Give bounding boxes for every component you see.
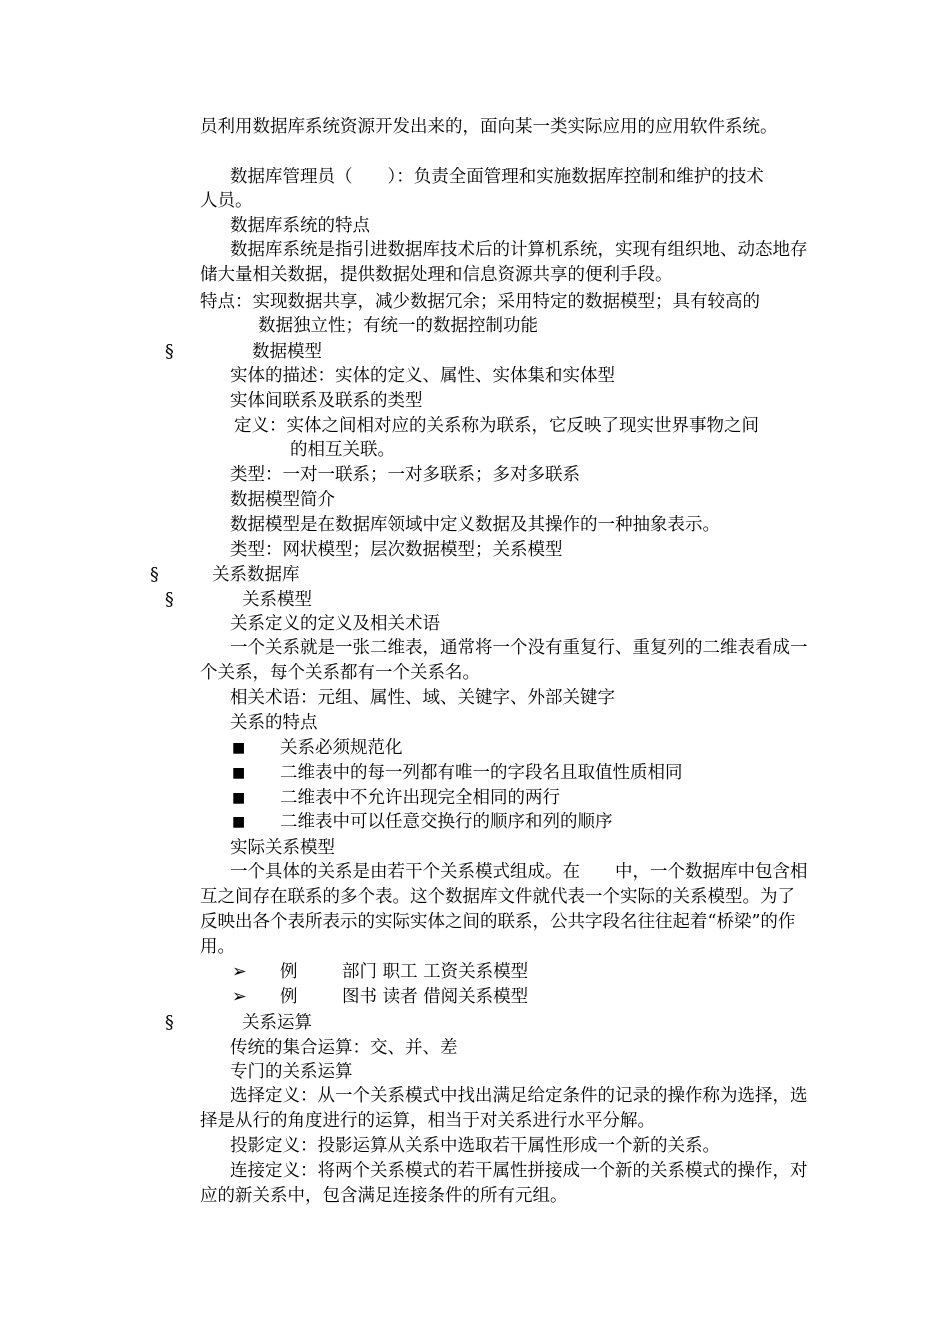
line-entity-relations: 实体间联系及联系的类型: [230, 391, 423, 411]
square-bullet-icon: ■: [232, 740, 246, 756]
example-label: 例: [280, 987, 298, 1007]
section-mark: §: [165, 1013, 174, 1033]
paragraph-dba-line1: 数据库管理员（ ）：负责全面管理和实施数据库控制和维护的技术: [230, 167, 764, 187]
paragraph-selection: 选择定义：从一个关系模式中找出满足给定条件的记录的操作称为选择，选择是从行的角度进行的运算，相当于对关系进行水平分解。: [200, 1086, 808, 1131]
section-data-model: 数据模型: [252, 342, 322, 362]
bullet-item: 二维表中可以任意交换行的顺序和列的顺序: [280, 812, 613, 832]
bullet-item: 二维表中的每一列都有唯一的字段名且取值性质相同: [280, 763, 683, 783]
square-bullet-icon: ■: [232, 790, 246, 806]
line-dm-definition: 数据模型是在数据库领域中定义数据及其操作的一种抽象表示。: [230, 515, 720, 535]
example-item: 部门 职工 工资关系模型: [342, 962, 529, 982]
line-terms: 相关术语：元组、属性、域、关键字、外部关键字: [230, 688, 615, 708]
features-line2: 数据独立性；有统一的数据控制功能: [258, 316, 538, 336]
line-definition-1: 定义：实体之间相对应的关系称为联系，它反映了现实世界事物之间: [234, 416, 759, 436]
paragraph-join: 连接定义：将两个关系模式的若干属性拼接成一个新的关系模式的操作，对应的新关系中，包含满足连接条件的所有元组。: [200, 1161, 808, 1206]
bullet-item: 二维表中不允许出现完全相同的两行: [280, 788, 560, 808]
heading-db-features: 数据库系统的特点: [230, 216, 370, 236]
section-relational-ops: 关系运算: [242, 1013, 312, 1033]
line-dm-intro: 数据模型简介: [230, 490, 335, 510]
paragraph-relation-def: 一个关系就是一张二维表，通常将一个没有重复行、重复列的二维表看成一个关系，每个关系都有一个关系名。: [200, 638, 808, 683]
line-actual-model: 实际关系模型: [230, 838, 335, 858]
features-line1: 特点：实现数据共享，减少数据冗余；采用特定的数据模型；具有较高的: [200, 292, 760, 312]
paragraph-db-system: 数据库系统是指引进数据库技术后的计算机系统，实现有组织地、动态地存储大量相关数据，提供数据处理和信息资源共享的便利手段。: [200, 240, 808, 285]
section-mark: §: [150, 565, 159, 585]
line-entity-desc: 实体的描述：实体的定义、属性、实体集和实体型: [230, 366, 615, 386]
example-label: 例: [280, 962, 298, 982]
paragraph-actual-model: 一个具体的关系是由若干个关系模式组成。在 中，一个数据库中包含相互之间存在联系的多个表。这个数据库文件就代表一个实际的关系模型。为了反映出各个表所表示的实际实体之间的联系，公共字段名往往起着“桥梁”的作用。: [200, 862, 808, 957]
line-definition-2: 的相互关联。: [290, 440, 395, 460]
line-relation-features: 关系的特点: [230, 713, 318, 733]
section-mark: §: [165, 590, 174, 610]
paragraph-app-software: 员利用数据库系统资源开发出来的，面向某一类实际应用的应用软件系统。: [200, 117, 778, 137]
line-set-ops: 传统的集合运算：交、并、差: [230, 1038, 458, 1058]
line-relation-types: 类型：一对一联系；一对多联系；多对多联系: [230, 465, 580, 485]
paragraph-dba-line2: 人员。: [200, 191, 253, 211]
arrow-bullet-icon: ➢: [232, 962, 247, 982]
square-bullet-icon: ■: [232, 765, 246, 781]
section-relational-db: 关系数据库: [212, 565, 300, 585]
section-mark: §: [165, 342, 174, 362]
line-dm-types: 类型：网状模型；层次数据模型；关系模型: [230, 540, 563, 560]
section-relational-model: 关系模型: [242, 590, 312, 610]
square-bullet-icon: ■: [232, 814, 246, 830]
example-item: 图书 读者 借阅关系模型: [342, 987, 529, 1007]
line-relation-def-title: 关系定义的定义及相关术语: [230, 614, 440, 634]
bullet-item: 关系必须规范化: [280, 738, 403, 758]
line-special-ops: 专门的关系运算: [230, 1062, 353, 1082]
arrow-bullet-icon: ➢: [232, 987, 247, 1007]
line-projection: 投影定义：投影运算从关系中选取若干属性形成一个新的关系。: [230, 1136, 720, 1156]
